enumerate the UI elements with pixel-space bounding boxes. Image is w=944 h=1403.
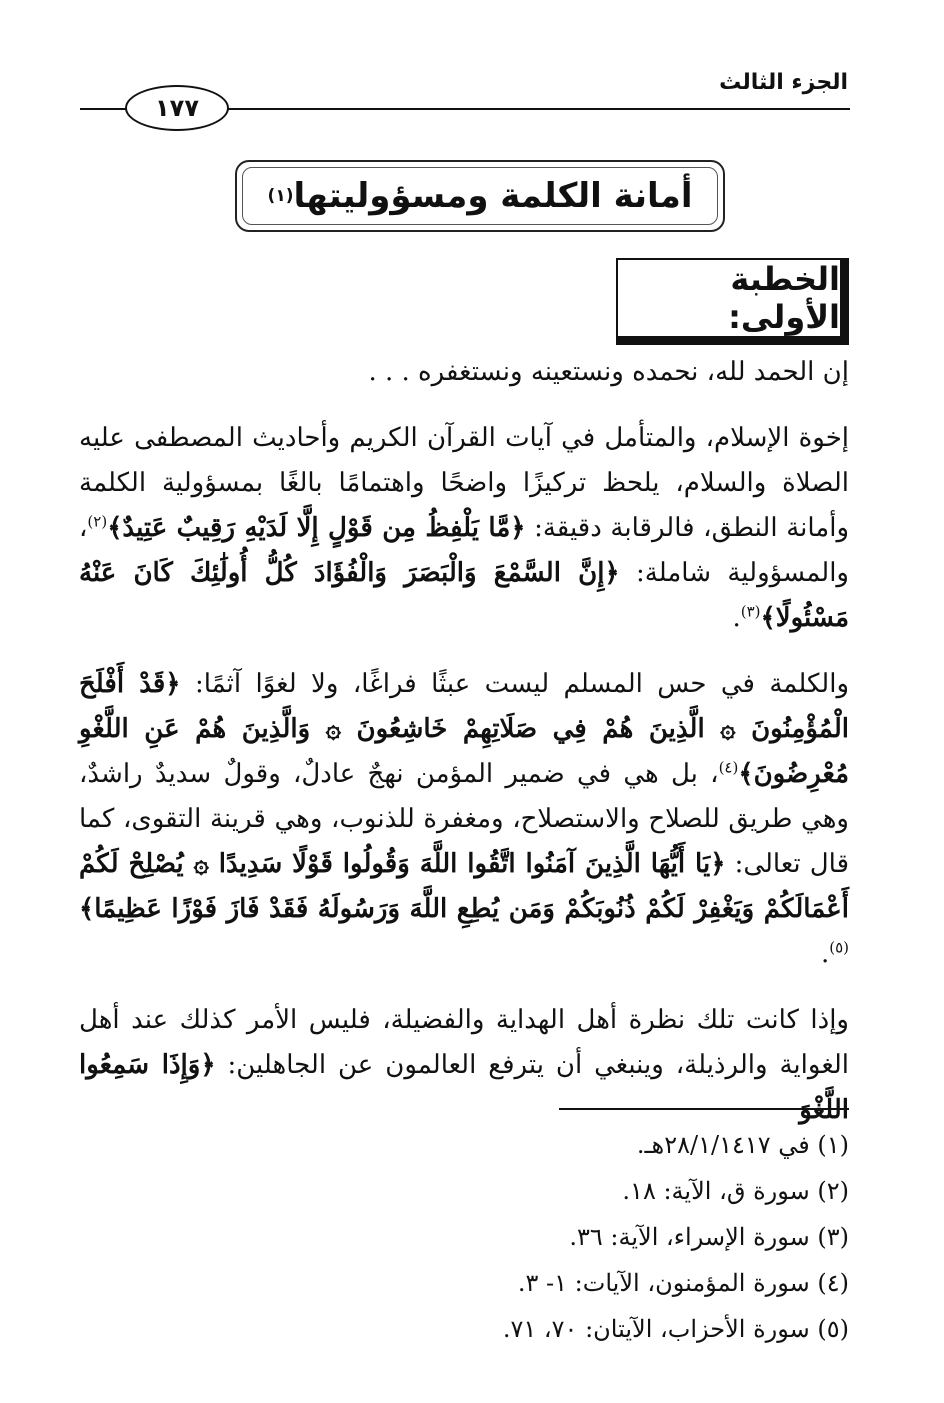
footnote: (٣) سورة الإسراء، الآية: ٣٦. — [569, 1223, 849, 1251]
paragraph-text: وإذا كانت تلك نظرة أهل الهداية والفضيلة، فليس الأمر كذلك عند أهل الغواية والرذيلة، وينبغي أن يترفع العالمون عن الجاهلين: — [79, 1005, 850, 1080]
footnote-reference: (٢) — [87, 512, 108, 531]
paragraph-text: . — [820, 939, 830, 969]
chapter-title — [237, 162, 723, 230]
page-number-badge: ١٧٧ — [125, 85, 229, 131]
body-paragraph — [79, 662, 849, 977]
paragraph-text: إن الحمد لله، نحمده ونستعينه ونستغفره . . . — [368, 357, 849, 387]
body-text — [79, 350, 849, 1154]
quran-verse: ﴿إِنَّ السَّمْعَ وَالْبَصَرَ وَالْفُؤَادَ كُلُّ أُولَٰئِكَ كَانَ عَنْهُ مَسْئُولًا﴾ — [79, 558, 849, 633]
footnotes — [79, 1122, 849, 1352]
quran-verse: ﴿قَدْ أَفْلَحَ الْمُؤْمِنُونَ ۞ الَّذِينَ هُمْ فِي صَلَاتِهِمْ خَاشِعُونَ ۞ وَالَّذِينَ هُمْ عَنِ اللَّغْوِ مُعْرِضُونَ﴾ — [79, 669, 849, 789]
body-paragraph — [79, 998, 849, 1133]
paragraph-text: ، بل هي في ضمير المؤمن نهجٌ عادلٌ، وقولٌ سديدٌ راشدٌ، وهي طريق للصلاح والاستصلاح، ومغفرة للذنوب، وهي قرينة التقوى، كما قال تعالى: — [79, 759, 849, 879]
footnote-reference: (٥) — [829, 938, 849, 957]
footnote: (٢) سورة ق، الآية: ١٨. — [622, 1177, 849, 1205]
paragraph-text: ، والمسؤولية شاملة: — [79, 513, 849, 588]
running-header-title: الجزء الثالث — [719, 70, 848, 95]
footnote-rule — [559, 1108, 849, 1110]
chapter-title-text: أمانة الكلمة ومسؤوليتها — [293, 176, 693, 216]
quran-verse: ﴿يَا أَيُّهَا الَّذِينَ آمَنُوا اتَّقُوا اللَّهَ وَقُولُوا قَوْلًا سَدِيدًا ۞ يُصْلِحْ لَكُمْ أَعْمَالَكُمْ وَيَغْفِرْ لَكُمْ ذُنُوبَكُمْ وَمَن يُطِعِ اللَّهَ وَرَسُولَهُ فَقَدْ فَازَ فَوْزًا عَظِيمًا﴾ — [79, 849, 849, 924]
paragraph-text: . — [732, 603, 741, 633]
paragraph-text: والكلمة في حس المسلم ليست عبثًا فراغًا، ولا لغوًا آثمًا: — [180, 669, 850, 699]
quran-verse: ﴿مَّا يَلْفِظُ مِن قَوْلٍ إِلَّا لَدَيْهِ رَقِيبٌ عَتِيدٌ﴾ — [107, 513, 526, 543]
body-paragraph — [79, 416, 849, 641]
footnote: (١) في ٢٨/١/١٤١٧هـ. — [636, 1131, 849, 1159]
footnote: (٥) سورة الأحزاب، الآيتان: ٧٠، ٧١. — [502, 1315, 849, 1343]
chapter-footnote-mark: (١) — [267, 186, 294, 206]
footnote-reference: (٣) — [740, 602, 761, 621]
body-paragraph — [79, 350, 849, 395]
footnote: (٤) سورة المؤمنون، الآيات: ١- ٣. — [517, 1269, 849, 1297]
section-heading — [616, 258, 849, 345]
chapter-title-frame — [235, 160, 725, 232]
section-heading-text: الخطبة الأولى: — [728, 260, 840, 336]
quran-verse: ﴿وَإِذَا سَمِعُوا اللَّغْوَ — [79, 1050, 849, 1125]
paragraph-text: إخوة الإسلام، والمتأمل في آيات القرآن الكريم وأحاديث المصطفى عليه الصلاة والسلام، يلحظ تركيزًا واضحًا واهتمامًا بالغًا بمسؤولية الكلمة وأمانة النطق، فالرقابة دقيقة: — [79, 423, 849, 543]
footnote-reference: (٤) — [718, 758, 739, 777]
